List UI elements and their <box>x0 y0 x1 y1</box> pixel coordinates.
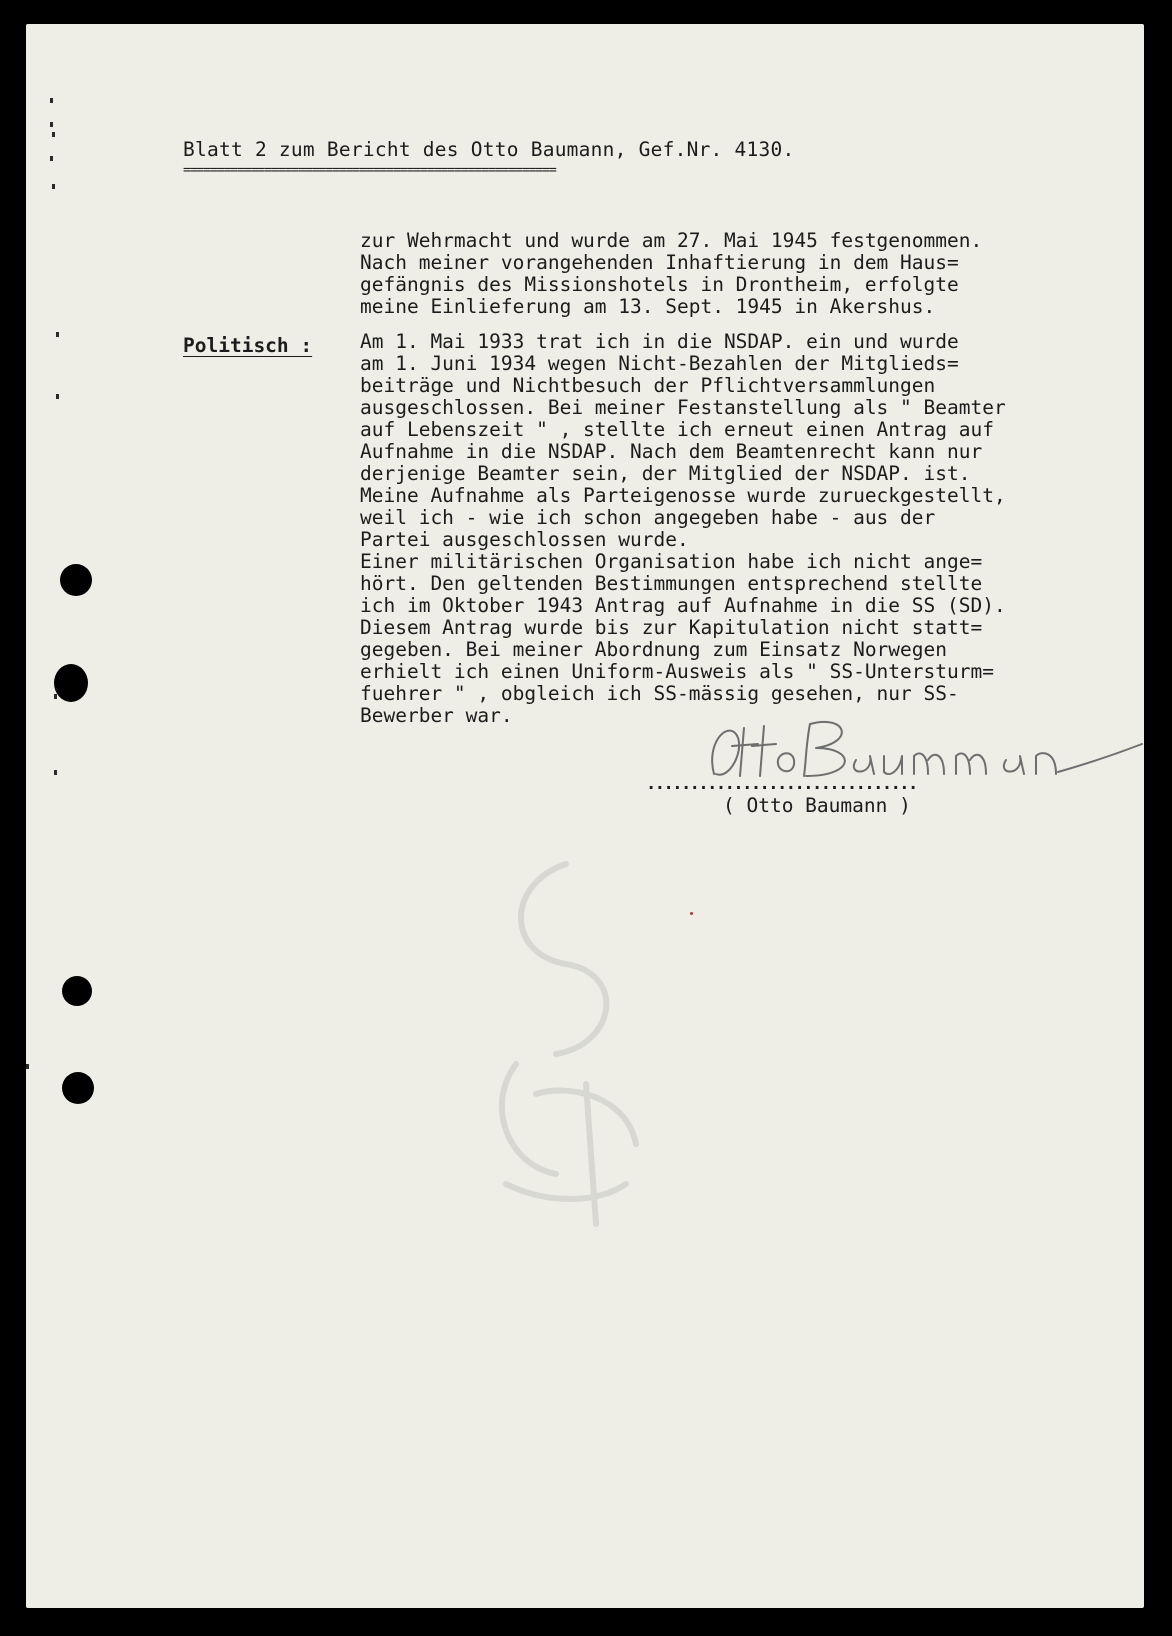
section-label-politisch: Politisch : <box>183 334 313 357</box>
punch-hole <box>60 564 92 596</box>
edge-mark <box>50 156 53 161</box>
text-line: zur Wehrmacht und wurde am 27. Mai 1945 festgenommen. <box>360 229 983 252</box>
edge-mark <box>54 770 57 775</box>
text-line: Einer militärischen Organisation habe ich nicht ange= <box>360 550 983 573</box>
text-line: Diesem Antrag wurde bis zur Kapitulation nicht statt= <box>360 616 983 639</box>
continuation-paragraph <box>360 230 1120 318</box>
edge-mark <box>50 98 53 103</box>
text-line: gefängnis des Missionshotels in Drontheim, erfolgte <box>360 273 959 296</box>
edge-mark <box>52 132 55 137</box>
text-line: auf Lebenszeit " , stellte ich erneut einen Antrag auf <box>360 418 994 441</box>
text-line: ausgeschlossen. Bei meiner Festanstellung als " Beamter <box>360 396 1006 419</box>
text-line: Nach meiner vorangehenden Inhaftierung in dem Haus= <box>360 251 959 274</box>
ink-speck <box>690 912 693 915</box>
text-line: Aufnahme in die NSDAP. Nach dem Beamtenrecht kann nur <box>360 440 983 463</box>
text-line: derjenige Beamter sein, der Mitglied der NSDAP. ist. <box>360 462 971 485</box>
text-line: meine Einlieferung am 13. Sept. 1945 in Akershus. <box>360 295 936 318</box>
punch-hole <box>54 664 88 702</box>
text-line: ich im Oktober 1943 Antrag auf Aufnahme in die SS (SD). <box>360 594 1006 617</box>
punch-hole <box>62 976 92 1006</box>
faint-stamp-watermark <box>446 844 686 1244</box>
page-heading: Blatt 2 zum Bericht des Otto Baumann, Gef.Nr. 4130. <box>183 138 795 161</box>
text-line: Partei ausgeschlossen wurde. <box>360 528 689 551</box>
signature-line: ............................... <box>646 774 917 794</box>
edge-mark <box>56 394 59 399</box>
text-line: gegeben. Bei meiner Abordnung zum Einsatz Norwegen <box>360 638 947 661</box>
edge-mark <box>54 694 57 699</box>
edge-mark <box>56 332 59 337</box>
edge-mark <box>26 1064 29 1069</box>
punch-hole <box>62 1072 94 1104</box>
text-line: beiträge und Nichtbesuch der Pflichtversammlungen <box>360 374 936 397</box>
text-line: erhielt ich einen Uniform-Ausweis als " SS-Untersturm= <box>360 660 994 683</box>
text-line: am 1. Juni 1934 wegen Nicht-Bezahlen der Mitglieds= <box>360 352 959 375</box>
document-page <box>26 24 1144 1608</box>
text-line: hört. Den geltenden Bestimmungen entsprechend stellte <box>360 572 983 595</box>
heading-double-rule: ======================================================= <box>183 163 556 178</box>
text-line: Bewerber war. <box>360 704 513 727</box>
text-line: fuehrer " , obgleich ich SS-mässig gesehen, nur SS- <box>360 682 959 705</box>
edge-mark <box>52 184 55 189</box>
text-line: Am 1. Mai 1933 trat ich in die NSDAP. ein und wurde <box>360 330 959 353</box>
text-line: Meine Aufnahme als Parteigenosse wurde zurueckgestellt, <box>360 484 1006 507</box>
politisch-paragraph <box>360 331 1120 727</box>
signature-name: ( Otto Baumann ) <box>723 794 911 817</box>
text-line: weil ich - wie ich schon angegeben habe - aus der <box>360 506 936 529</box>
edge-mark <box>50 122 53 127</box>
